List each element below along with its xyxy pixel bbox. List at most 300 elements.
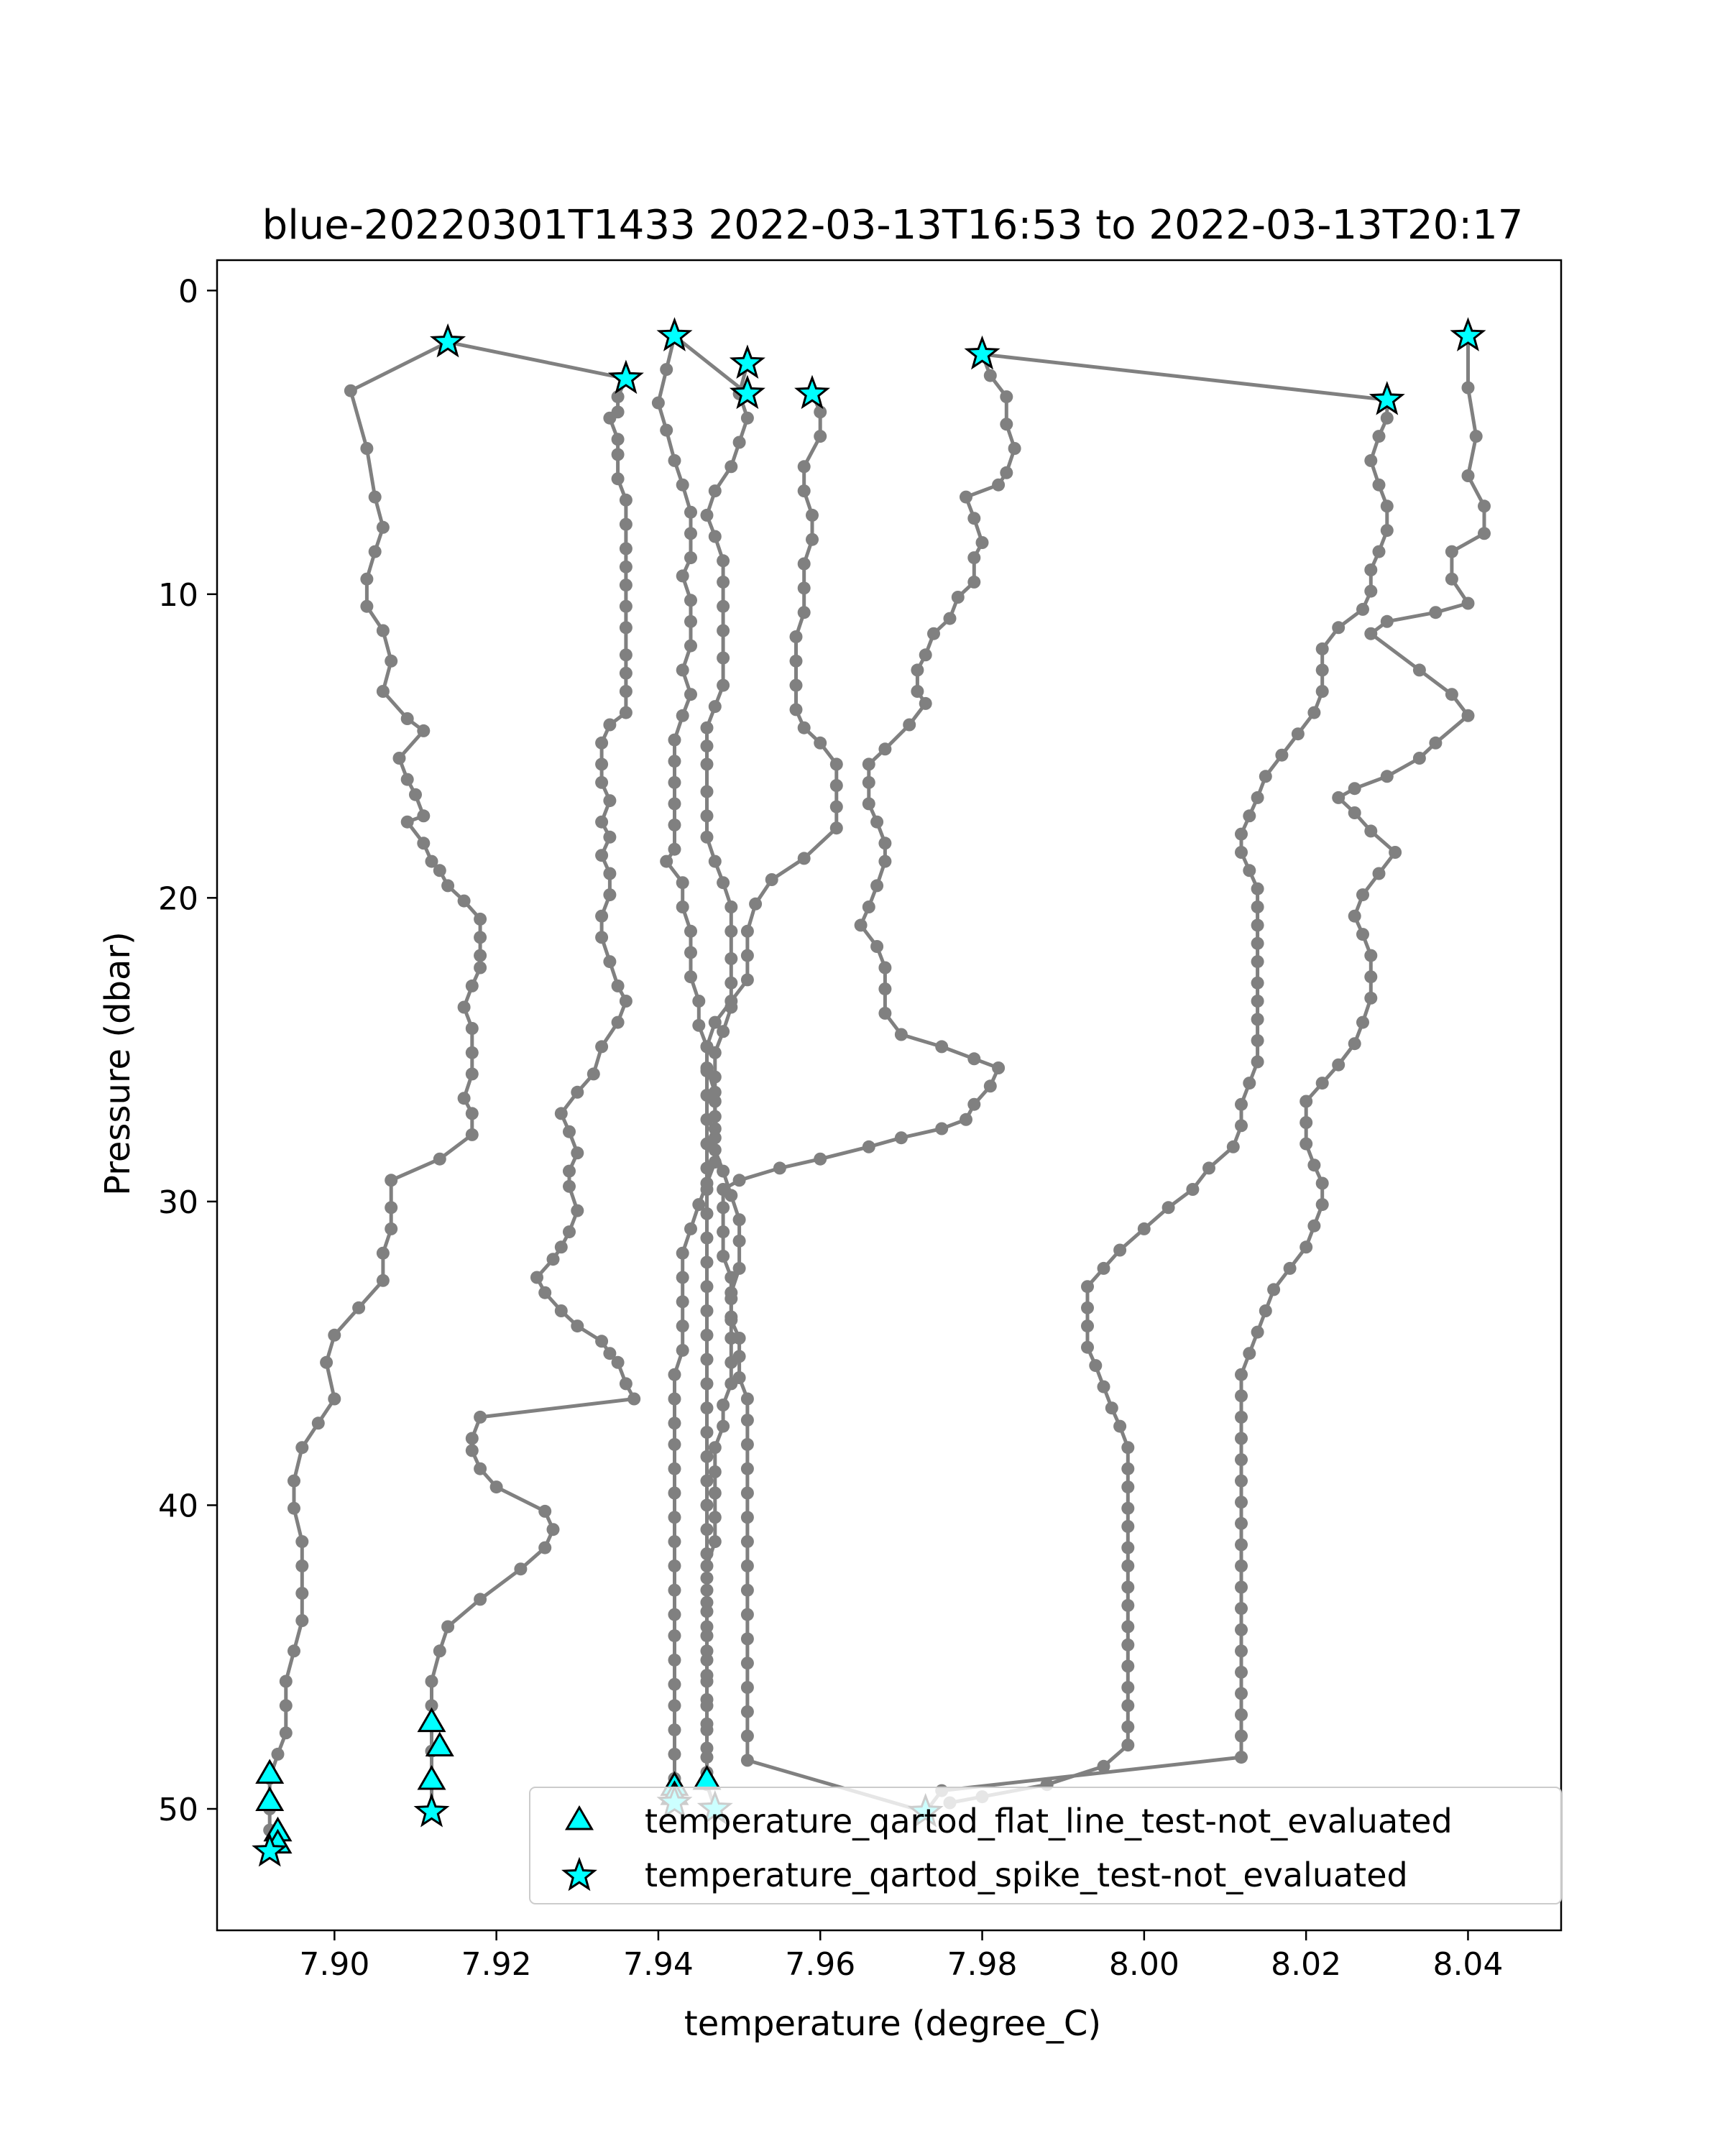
data-point <box>1235 1623 1248 1636</box>
data-point <box>903 719 916 732</box>
data-point <box>458 1001 471 1014</box>
data-point <box>668 1699 681 1712</box>
data-point <box>612 1356 625 1369</box>
data-point <box>1316 1198 1329 1211</box>
data-point <box>701 1450 714 1463</box>
data-point <box>701 1329 714 1342</box>
data-point <box>684 594 697 607</box>
data-point <box>668 1608 681 1621</box>
data-point <box>733 1350 746 1363</box>
data-point <box>612 1016 625 1029</box>
data-point <box>1251 1034 1264 1047</box>
data-point <box>1381 524 1394 537</box>
data-point <box>1121 1480 1134 1493</box>
data-point <box>417 809 430 822</box>
data-point <box>741 1730 754 1743</box>
data-point <box>668 1629 681 1642</box>
data-point <box>1113 1244 1126 1257</box>
data-point <box>1462 469 1475 482</box>
data-point <box>1235 1538 1248 1551</box>
data-point <box>385 1222 397 1235</box>
data-point <box>1332 1059 1345 1072</box>
data-point <box>701 1742 714 1755</box>
data-point <box>603 867 616 880</box>
data-point <box>466 1432 479 1445</box>
data-point <box>1307 706 1320 719</box>
data-point <box>1316 642 1329 655</box>
data-point <box>798 581 811 594</box>
data-point <box>701 1669 714 1682</box>
data-point <box>1121 1502 1134 1515</box>
data-point <box>790 679 803 692</box>
data-point <box>733 1371 746 1384</box>
data-point <box>911 685 924 698</box>
data-point <box>1364 585 1377 598</box>
data-point <box>1381 770 1394 783</box>
data-point <box>1300 1138 1312 1151</box>
data-point <box>806 533 819 546</box>
data-point <box>741 1462 754 1475</box>
data-point <box>960 1113 972 1126</box>
data-point <box>692 995 705 1008</box>
x-tick-label: 7.90 <box>299 1946 370 1983</box>
data-point <box>603 412 616 425</box>
data-point <box>377 625 390 637</box>
data-point <box>1332 621 1345 634</box>
data-point <box>1162 1201 1175 1214</box>
data-point <box>1121 1720 1134 1733</box>
data-point <box>595 910 608 923</box>
data-point <box>458 1092 471 1105</box>
data-point <box>798 606 811 619</box>
data-point <box>701 786 714 798</box>
data-point <box>741 1511 754 1524</box>
data-point <box>563 1180 576 1193</box>
x-tick-label: 7.98 <box>947 1946 1018 1983</box>
data-point <box>280 1675 293 1688</box>
data-point <box>798 484 811 497</box>
data-point <box>474 1462 487 1475</box>
data-point <box>967 1098 980 1111</box>
data-point <box>466 980 479 992</box>
data-point <box>701 1475 714 1488</box>
data-point <box>684 551 697 564</box>
data-point <box>595 816 608 829</box>
data-point <box>709 530 722 543</box>
data-point <box>830 757 843 770</box>
data-point <box>1235 1644 1248 1657</box>
data-point <box>1348 782 1361 795</box>
data-point <box>1243 1077 1256 1089</box>
legend-label-spike: temperature_qartod_spike_test-not_evaluated <box>645 1856 1408 1894</box>
data-point <box>426 1675 438 1688</box>
data-point <box>612 448 625 461</box>
data-point <box>724 925 737 938</box>
data-point <box>878 742 891 755</box>
data-point <box>1081 1280 1094 1293</box>
data-point <box>668 776 681 789</box>
data-point <box>401 816 414 829</box>
data-point <box>1235 1432 1248 1445</box>
data-point <box>701 1207 714 1220</box>
data-point <box>280 1726 293 1739</box>
data-point <box>1356 888 1369 901</box>
data-point <box>701 1280 714 1293</box>
data-point <box>684 615 697 628</box>
data-point <box>709 855 722 868</box>
data-point <box>911 663 924 676</box>
data-point <box>724 1314 737 1327</box>
data-point <box>612 390 625 403</box>
data-point <box>935 1123 948 1135</box>
data-point <box>773 1161 786 1174</box>
data-point <box>701 1426 714 1439</box>
data-point <box>984 1079 997 1092</box>
data-point <box>701 1547 714 1560</box>
data-point <box>701 1256 714 1268</box>
data-point <box>701 1064 714 1077</box>
data-point <box>1243 1347 1256 1360</box>
data-point <box>717 1201 730 1214</box>
data-point <box>620 542 632 555</box>
data-point <box>1235 1666 1248 1679</box>
data-point <box>717 554 730 567</box>
data-point <box>1462 382 1475 395</box>
data-point <box>1348 806 1361 819</box>
data-point <box>814 1153 827 1166</box>
data-point <box>830 821 843 834</box>
data-point <box>603 888 616 901</box>
data-point <box>1251 1326 1264 1339</box>
data-point <box>466 1022 479 1035</box>
data-point <box>701 1113 714 1126</box>
data-point <box>862 900 875 913</box>
data-point <box>1105 1401 1118 1414</box>
data-point <box>1121 1520 1134 1533</box>
data-point <box>724 952 737 965</box>
data-point <box>1202 1161 1215 1174</box>
data-point <box>603 831 616 844</box>
data-point <box>288 1644 300 1657</box>
data-point <box>295 1614 308 1627</box>
data-point <box>724 460 737 473</box>
data-point <box>1300 1240 1312 1253</box>
data-point <box>967 1052 980 1065</box>
data-point <box>1259 770 1272 783</box>
data-point <box>927 627 940 640</box>
data-point <box>1251 955 1264 968</box>
data-point <box>571 1086 584 1099</box>
data-point <box>1445 545 1458 558</box>
data-point <box>377 1247 390 1260</box>
data-point <box>741 1754 754 1766</box>
data-point <box>401 773 414 786</box>
chart-title: blue-20220301T1433 2022-03-13T16:53 to 2022-03-13T20:17 <box>262 202 1524 249</box>
data-point <box>620 1377 632 1390</box>
data-point <box>668 1748 681 1761</box>
data-point <box>717 1183 730 1196</box>
data-point <box>1235 1602 1248 1615</box>
data-point <box>295 1535 308 1548</box>
data-point <box>830 779 843 792</box>
data-point <box>344 384 357 397</box>
data-point <box>733 1332 746 1345</box>
data-point <box>1235 1708 1248 1721</box>
data-point <box>733 1174 746 1187</box>
data-point <box>385 1201 397 1214</box>
data-point <box>385 1174 397 1187</box>
data-point <box>701 1718 714 1731</box>
data-point <box>814 405 827 418</box>
y-tick-label: 40 <box>158 1488 198 1525</box>
x-tick-label: 7.92 <box>461 1946 532 1983</box>
data-point <box>709 484 722 497</box>
data-point <box>547 1253 560 1266</box>
data-point <box>798 852 811 865</box>
data-point <box>377 685 390 698</box>
data-point <box>409 788 422 801</box>
data-point <box>741 1584 754 1597</box>
data-point <box>474 913 487 926</box>
data-point <box>806 509 819 522</box>
data-point <box>1121 1542 1134 1554</box>
data-point <box>701 509 714 522</box>
data-point <box>393 752 406 765</box>
data-point <box>612 980 625 992</box>
data-point <box>741 1393 754 1406</box>
data-point <box>1251 918 1264 931</box>
data-point <box>692 1019 705 1032</box>
data-point <box>1138 1222 1151 1235</box>
data-point <box>466 1067 479 1080</box>
data-point <box>401 712 414 725</box>
data-point <box>1259 1304 1272 1317</box>
data-point <box>676 479 689 492</box>
data-point <box>1121 1581 1134 1594</box>
data-point <box>684 970 697 983</box>
data-point <box>280 1699 293 1712</box>
data-point <box>741 412 754 425</box>
data-point <box>798 460 811 473</box>
data-point <box>976 536 989 549</box>
data-point <box>1121 1621 1134 1634</box>
data-point <box>1251 977 1264 990</box>
data-point <box>288 1502 300 1515</box>
data-point <box>1332 791 1345 804</box>
data-point <box>360 600 373 613</box>
data-point <box>595 1335 608 1348</box>
data-point <box>1348 1037 1361 1050</box>
data-point <box>668 734 681 747</box>
data-point <box>717 1225 730 1238</box>
data-point <box>878 1007 891 1020</box>
data-point <box>724 1271 737 1284</box>
data-point <box>717 1399 730 1411</box>
data-point <box>1462 709 1475 722</box>
data-point <box>668 1462 681 1475</box>
data-point <box>474 1593 487 1606</box>
data-point <box>1121 1462 1134 1475</box>
data-point <box>1235 828 1248 841</box>
data-point <box>360 573 373 586</box>
data-point <box>701 1377 714 1390</box>
data-point <box>295 1587 308 1600</box>
data-point <box>1429 606 1442 619</box>
data-point <box>1413 663 1426 676</box>
data-point <box>741 1535 754 1548</box>
data-point <box>1000 418 1013 430</box>
data-point <box>1121 1560 1134 1572</box>
data-point <box>1235 1119 1248 1132</box>
data-point <box>684 527 697 540</box>
data-point <box>1089 1359 1102 1372</box>
data-point <box>538 1505 551 1518</box>
data-point <box>717 1250 730 1263</box>
data-point <box>1251 1056 1264 1069</box>
data-point <box>1445 573 1458 586</box>
data-point <box>1356 928 1369 941</box>
data-point <box>1235 1496 1248 1508</box>
data-point <box>741 1657 754 1669</box>
data-point <box>352 1302 365 1314</box>
data-point <box>701 1161 714 1174</box>
data-point <box>571 1204 584 1217</box>
data-point <box>701 1138 714 1151</box>
data-point <box>676 1271 689 1284</box>
data-point <box>741 949 754 962</box>
data-point <box>1364 563 1377 576</box>
data-point <box>1316 663 1329 676</box>
data-point <box>1235 1098 1248 1111</box>
data-point <box>595 737 608 750</box>
data-point <box>1235 1560 1248 1572</box>
data-point <box>1292 727 1305 740</box>
data-point <box>668 454 681 467</box>
data-point <box>709 700 722 713</box>
data-point <box>701 722 714 734</box>
data-point <box>563 1125 576 1138</box>
data-point <box>684 925 697 938</box>
data-point <box>474 962 487 975</box>
y-tick-label: 30 <box>158 1184 198 1221</box>
data-point <box>701 809 714 822</box>
data-point <box>1251 1013 1264 1026</box>
x-tick-label: 8.02 <box>1271 1946 1342 1983</box>
data-point <box>1235 1517 1248 1530</box>
data-point <box>1364 824 1377 837</box>
data-point <box>724 995 737 1008</box>
data-point <box>474 931 487 944</box>
data-point <box>369 545 382 558</box>
data-point <box>620 995 632 1008</box>
data-point <box>878 855 891 868</box>
data-point <box>724 900 737 913</box>
data-point <box>668 755 681 768</box>
data-point <box>668 1416 681 1429</box>
data-point <box>1251 995 1264 1008</box>
data-point <box>984 369 997 382</box>
data-point <box>563 1225 576 1238</box>
data-point <box>466 1128 479 1141</box>
data-point <box>701 1089 714 1102</box>
data-point <box>1227 1141 1240 1153</box>
data-point <box>1364 992 1377 1005</box>
data-point <box>514 1562 527 1575</box>
data-point <box>312 1416 325 1429</box>
data-point <box>328 1393 341 1406</box>
data-point <box>1381 499 1394 512</box>
data-point <box>952 591 965 604</box>
data-point <box>1235 1389 1248 1402</box>
data-point <box>668 819 681 831</box>
data-point <box>701 1621 714 1634</box>
data-point <box>1121 1639 1134 1651</box>
data-point <box>441 1621 454 1634</box>
data-point <box>474 949 487 962</box>
data-point <box>555 1107 568 1120</box>
data-point <box>717 1165 730 1178</box>
data-point <box>870 816 883 829</box>
data-point <box>1081 1319 1094 1332</box>
data-point <box>717 625 730 637</box>
data-point <box>717 600 730 613</box>
data-point <box>1121 1659 1134 1672</box>
data-point <box>595 776 608 789</box>
data-point <box>790 630 803 643</box>
data-point <box>895 1028 908 1041</box>
data-point <box>1235 1730 1248 1743</box>
data-point <box>733 1213 746 1226</box>
data-point <box>466 1107 479 1120</box>
data-point <box>563 1165 576 1178</box>
data-point <box>944 612 957 625</box>
data-point <box>1121 1738 1134 1751</box>
data-point <box>1235 1368 1248 1381</box>
data-point <box>1235 1475 1248 1488</box>
data-point <box>967 576 980 589</box>
data-point <box>992 1061 1005 1074</box>
data-point <box>701 1498 714 1511</box>
data-point <box>1470 430 1483 443</box>
data-point <box>1081 1341 1094 1354</box>
data-point <box>1381 615 1394 628</box>
data-point <box>741 973 754 986</box>
data-point <box>814 430 827 443</box>
data-point <box>1081 1302 1094 1314</box>
data-point <box>1186 1183 1199 1196</box>
data-point <box>620 494 632 507</box>
data-point <box>620 518 632 531</box>
data-point <box>741 1705 754 1718</box>
data-point <box>790 703 803 716</box>
data-point <box>320 1356 333 1369</box>
x-axis-label: temperature (degree_C) <box>684 2004 1102 2044</box>
data-point <box>1373 430 1386 443</box>
data-point <box>538 1286 551 1299</box>
data-point <box>1235 1453 1248 1466</box>
data-point <box>1251 900 1264 913</box>
data-point <box>466 1444 479 1457</box>
data-point <box>798 558 811 571</box>
data-point <box>668 1584 681 1597</box>
data-point <box>895 1131 908 1144</box>
data-point <box>1300 1095 1312 1108</box>
y-tick-label: 10 <box>158 576 198 614</box>
data-point <box>538 1542 551 1554</box>
data-point <box>862 1141 875 1153</box>
data-point <box>571 1319 584 1332</box>
data-point <box>1356 603 1369 616</box>
